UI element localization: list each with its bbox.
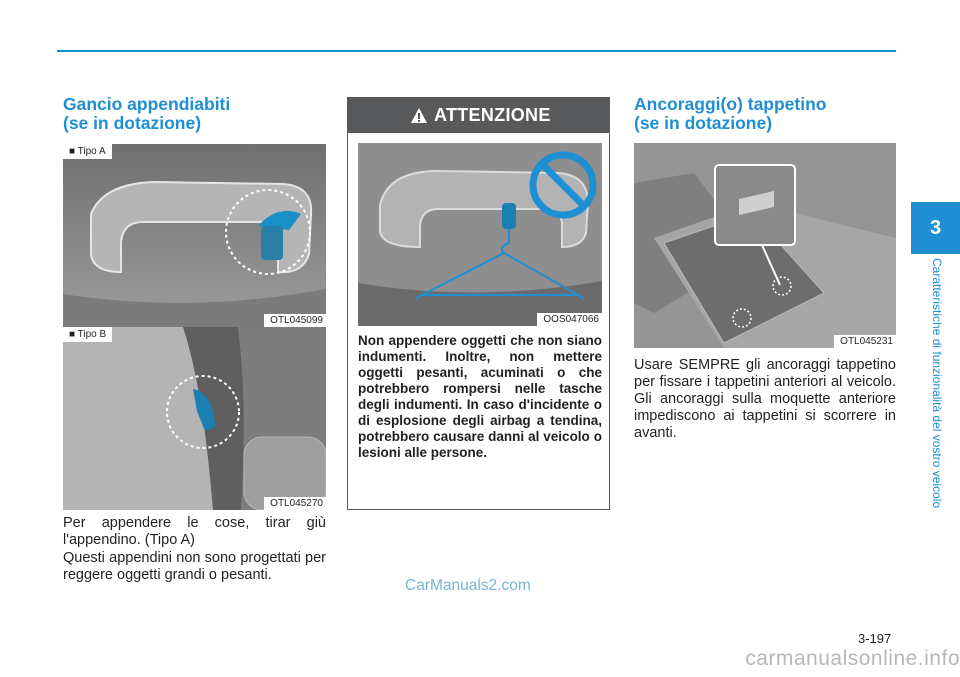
coat-hook-type-b-illustration: [63, 327, 326, 510]
coat-hook-paragraph-1: Per appendere le cose, tirar giù l'appendino. (Tipo A): [63, 515, 326, 548]
floor-mat-anchor-heading: [634, 95, 826, 133]
type-b-figure-code: OTL045270: [264, 497, 326, 510]
warning-text: Non appendere oggetti che non siano indumenti. Inoltre, non mettere oggetti pesanti, acuminati o che potrebbero rompersi nelle tasche degli indumenti. In caso d'incidente o di esplosione degli airbag a tendina, potrebbero causare danni al veicolo o lesioni alle persone.: [358, 333, 602, 460]
type-b-label: ■ Tipo B: [63, 327, 112, 342]
floor-mat-anchor-figure: [634, 143, 896, 348]
page-number: 3-197: [858, 631, 892, 646]
chapter-side-title: [928, 258, 944, 573]
chapter-title-text: Caratteristiche di funzionalità del vostro veicolo: [930, 258, 944, 509]
chapter-number-tab: 3: [911, 202, 960, 254]
coat-hook-heading-line1: Gancio appendiabiti: [63, 94, 231, 114]
warning-box: [347, 97, 610, 510]
warning-triangle-icon: [410, 107, 428, 124]
floor-mat-figure-code: OTL045231: [834, 335, 896, 348]
coat-hook-heading: [63, 95, 230, 133]
type-a-label: ■ Tipo A: [63, 144, 112, 159]
warning-illustration: [358, 143, 602, 326]
warning-title: ATTENZIONE: [434, 105, 551, 125]
warning-header: [348, 98, 609, 133]
footer-watermark: carmanualsonline.info: [745, 647, 960, 670]
coat-hook-paragraph-2: Questi appendini non sono progettati per reggere oggetti grandi o pesanti.: [63, 550, 326, 583]
floor-mat-heading-line1: Ancoraggi(o) tappetino: [634, 94, 827, 114]
carmanuals-watermark: CarManuals2.com: [405, 577, 531, 594]
warning-figure-code: OOS047066: [537, 313, 602, 326]
type-a-figure-code: OTL045099: [264, 314, 326, 327]
floor-mat-heading-line2: (se in dotazione): [634, 113, 773, 133]
coat-hook-type-a-illustration: [63, 144, 326, 327]
floor-mat-paragraph: Usare SEMPRE gli ancoraggi tappetino per fissare i tappetini anteriori al veicolo. Gli ancoraggi sulla moquette anteriore impediscono ai tappetini si scorrere in avanti.: [634, 357, 896, 441]
header-rule: [57, 50, 896, 52]
coat-hook-type-a-figure: [63, 144, 326, 327]
coat-hook-heading-line2: (se in dotazione): [63, 113, 202, 133]
warning-figure: [358, 143, 602, 326]
coat-hook-type-b-figure: [63, 327, 326, 510]
floor-mat-illustration: [634, 143, 896, 348]
